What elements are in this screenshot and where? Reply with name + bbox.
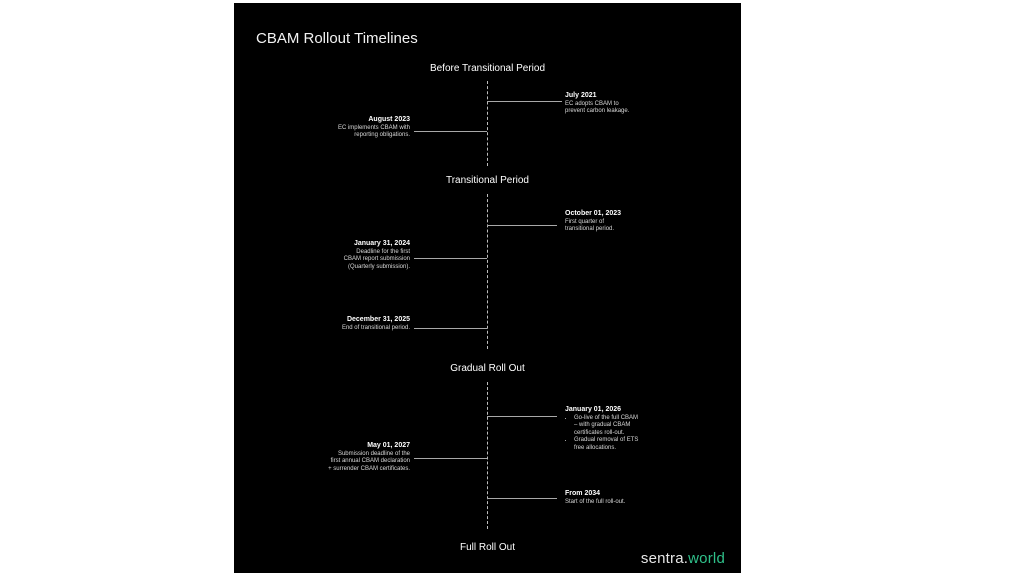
logo-accent-text: world (688, 550, 725, 567)
event-date: January 01, 2026 (565, 406, 622, 413)
connector-aug2023 (414, 131, 487, 132)
event-description: Submission deadline of the first annual CBAM declaration + surrender CBAM certificates. (328, 450, 410, 472)
event-aug2023 (290, 116, 410, 140)
section-transitional: Transitional Period (445, 175, 529, 186)
event-date: October 01, 2023 (565, 210, 622, 217)
page-title: CBAM Rollout Timelines (256, 30, 418, 47)
event-jan2024 (290, 240, 410, 271)
event-bullet: • Gradual removal of ETS free allocations. (574, 437, 675, 452)
connector-jul2021 (487, 101, 562, 102)
timeline-line-before (487, 81, 488, 166)
timeline-line-transitional (487, 194, 488, 349)
event-bullet: • Go-live of the full CBAM – with gradual CBAM certificates roll-out. (574, 415, 675, 438)
section-full-roll-out: Full Roll Out (459, 542, 515, 553)
event-description: EC implements CBAM with reporting obligations. (337, 124, 410, 138)
section-before-transitional: Before Transitional Period (429, 63, 546, 74)
connector-from2034 (487, 498, 557, 499)
event-date: From 2034 (565, 490, 601, 497)
event-jul2021 (565, 92, 685, 116)
event-dec2025 (290, 316, 410, 332)
timeline-canvas (234, 3, 741, 573)
event-description: First quarter of transitional period. (565, 218, 615, 232)
event-date: May 01, 2027 (367, 442, 410, 449)
event-from2034 (565, 490, 685, 506)
event-oct2023 (565, 210, 685, 234)
connector-may2027 (414, 458, 487, 459)
event-date: August 2023 (368, 116, 410, 123)
timeline-line-gradual (487, 382, 488, 529)
event-description: EC adopts CBAM to prevent carbon leakage. (565, 100, 630, 114)
connector-jan2024 (414, 258, 487, 259)
event-date: December 31, 2025 (346, 316, 410, 323)
connector-oct2023 (487, 225, 557, 226)
connector-jan2026 (487, 416, 557, 417)
event-bullets (565, 415, 675, 453)
event-date: January 31, 2024 (353, 240, 410, 247)
event-may2027 (290, 442, 410, 473)
event-description: End of transitional period. (341, 324, 410, 331)
connector-dec2025 (414, 328, 487, 329)
sentra-world-logo (641, 550, 725, 567)
logo-text: sentra. (640, 550, 689, 567)
event-description: Start of the full roll-out. (565, 498, 626, 505)
section-gradual-roll-out: Gradual Roll Out (450, 363, 525, 374)
event-description: Deadline for the first CBAM report submission (Quarterly submission). (343, 248, 410, 270)
event-date: July 2021 (565, 92, 597, 99)
event-jan2026 (565, 406, 675, 452)
